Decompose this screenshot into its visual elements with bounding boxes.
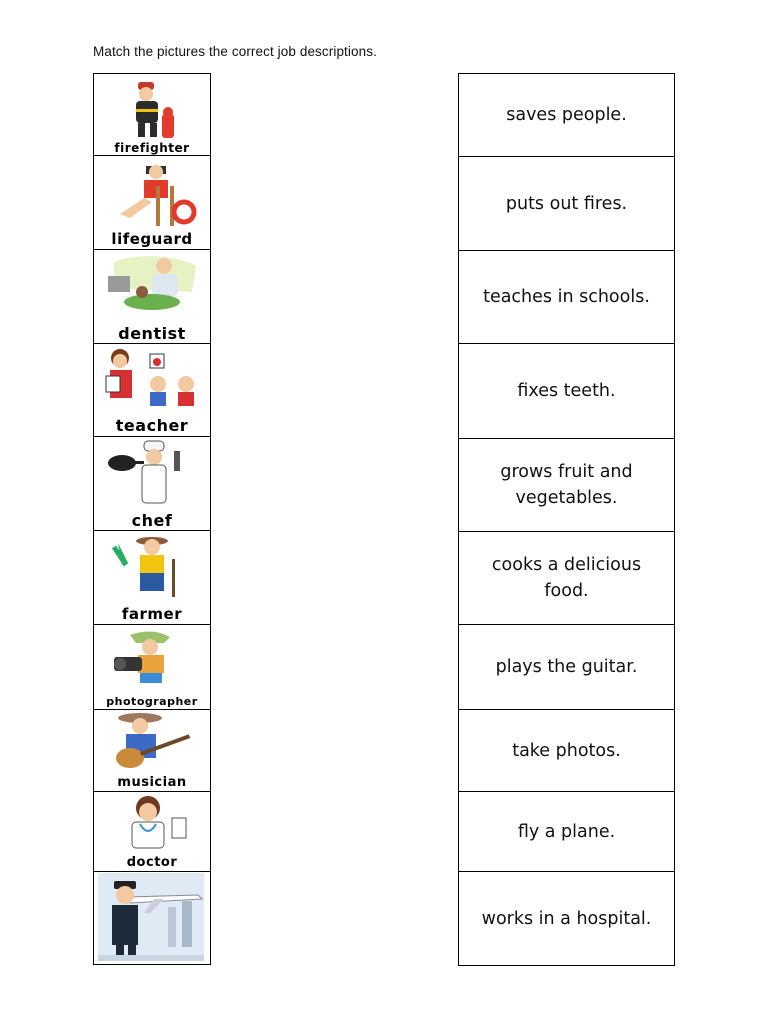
picture-label: doctor: [126, 855, 178, 870]
description-text: plays the guitar.: [495, 657, 638, 677]
picture-label: dentist: [118, 324, 186, 343]
description-box: [459, 625, 674, 710]
picture-card-chef: [94, 437, 210, 531]
description-text: cooks a delicious food.: [491, 555, 642, 601]
picture-card-teacher: [94, 344, 210, 437]
description-text: fly a plane.: [517, 821, 616, 842]
description-box: [459, 532, 674, 625]
farmer-icon: [100, 533, 206, 605]
description-text: fixes teeth.: [517, 381, 616, 401]
picture-label: photographer: [106, 695, 198, 708]
description-text: take photos.: [512, 740, 621, 761]
description-box: [459, 792, 674, 872]
description-text: teaches in schools.: [483, 287, 650, 307]
description-box: [459, 74, 674, 157]
description-box: [459, 439, 674, 532]
description-box: [459, 157, 674, 251]
photographer-icon: [100, 627, 206, 693]
description-box: [459, 872, 674, 965]
picture-card-lifeguard: [94, 156, 210, 250]
description-box: [459, 344, 674, 439]
description-text: works in a hospital.: [481, 908, 652, 929]
picture-card-farmer: [94, 531, 210, 625]
doctor-icon: [100, 794, 206, 856]
picture-card-photographer: [94, 625, 210, 710]
worksheet-instructions: Match the pictures the correct job descriptions.: [93, 44, 377, 59]
description-text: puts out fires.: [505, 193, 628, 214]
descriptions-column: [458, 73, 675, 966]
chef-icon: [100, 439, 206, 513]
teacher-icon: [100, 346, 206, 418]
pilot-icon: [98, 873, 204, 961]
lifeguard-icon: [100, 158, 206, 230]
picture-label: farmer: [121, 605, 183, 623]
picture-card-pilot: [94, 872, 210, 964]
description-box: [459, 710, 674, 792]
musician-icon: [100, 712, 206, 776]
picture-label: firefighter: [114, 141, 190, 155]
picture-card-dentist: [94, 250, 210, 344]
description-text: grows fruit and vegetables.: [500, 462, 633, 508]
picture-label: teacher: [115, 416, 189, 435]
description-box: [459, 251, 674, 344]
firefighter-icon: [100, 76, 206, 142]
dentist-icon: [100, 252, 206, 324]
picture-card-musician: [94, 710, 210, 792]
description-text: saves people.: [506, 105, 627, 125]
picture-card-firefighter: [94, 74, 210, 156]
picture-card-doctor: [94, 792, 210, 872]
picture-label: musician: [117, 775, 187, 790]
pictures-column: [93, 73, 211, 965]
picture-label: lifeguard: [111, 230, 193, 248]
picture-label: chef: [131, 511, 173, 530]
